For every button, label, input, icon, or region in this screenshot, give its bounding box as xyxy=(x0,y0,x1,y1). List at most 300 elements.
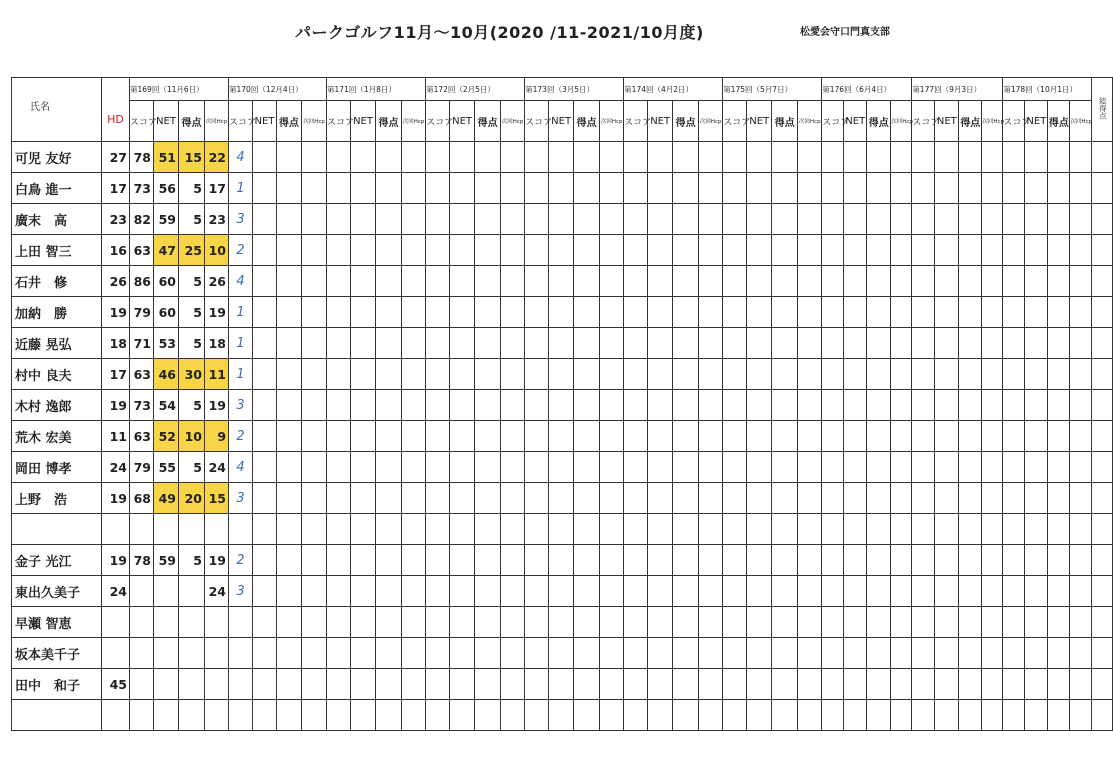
empty-cell xyxy=(648,421,673,452)
empty-cell xyxy=(402,142,426,173)
next-hcp-subheader: 次回Hcp xyxy=(402,101,426,142)
empty-cell xyxy=(747,638,772,669)
empty-cell xyxy=(549,452,574,483)
player-row xyxy=(12,235,1113,266)
empty-cell xyxy=(822,297,844,328)
player-handicap: 17 xyxy=(102,173,130,204)
empty-cell xyxy=(525,576,549,607)
empty-cell xyxy=(935,142,959,173)
round-header: 第175回（5月7日） xyxy=(723,78,822,101)
empty-cell xyxy=(1092,359,1113,390)
empty-cell xyxy=(648,576,673,607)
empty-cell xyxy=(426,142,450,173)
club-name: 松愛会守口門真支部 xyxy=(800,27,890,38)
net-subheader: NET xyxy=(747,101,772,142)
empty-cell xyxy=(822,607,844,638)
round169-points xyxy=(179,638,205,669)
round170-score xyxy=(229,700,253,731)
empty-cell xyxy=(525,514,549,545)
empty-cell xyxy=(450,297,475,328)
empty-cell xyxy=(600,669,624,700)
empty-cell xyxy=(982,700,1003,731)
round169-points: 5 xyxy=(179,390,205,421)
round169-next-hcp xyxy=(205,638,229,669)
player-handicap: 27 xyxy=(102,142,130,173)
empty-cell xyxy=(648,638,673,669)
empty-cell xyxy=(1048,266,1070,297)
net-subheader: NET xyxy=(844,101,867,142)
score-subheader: スコア xyxy=(822,101,844,142)
empty-cell xyxy=(253,452,277,483)
empty-cell xyxy=(1025,173,1048,204)
player-row xyxy=(12,669,1113,700)
empty-cell xyxy=(327,700,351,731)
empty-cell xyxy=(673,359,699,390)
empty-cell xyxy=(501,576,525,607)
empty-cell xyxy=(426,297,450,328)
empty-cell xyxy=(351,607,376,638)
empty-cell xyxy=(673,638,699,669)
empty-cell xyxy=(891,483,912,514)
empty-cell xyxy=(912,297,935,328)
round170-score: 3 xyxy=(229,390,253,421)
empty-cell xyxy=(867,328,891,359)
round170-score: 4 xyxy=(229,266,253,297)
empty-cell xyxy=(426,204,450,235)
empty-cell xyxy=(699,390,723,421)
round169-score: 68 xyxy=(130,483,154,514)
empty-cell xyxy=(747,700,772,731)
empty-cell xyxy=(673,607,699,638)
empty-cell xyxy=(624,266,648,297)
empty-cell xyxy=(277,700,302,731)
round170-score: 2 xyxy=(229,235,253,266)
empty-cell xyxy=(600,235,624,266)
empty-cell xyxy=(822,390,844,421)
empty-cell xyxy=(525,173,549,204)
player-handicap: 19 xyxy=(102,390,130,421)
empty-cell xyxy=(426,452,450,483)
empty-cell xyxy=(747,452,772,483)
empty-cell xyxy=(624,638,648,669)
empty-cell xyxy=(1003,266,1025,297)
player-name: 東出久美子 xyxy=(12,576,102,607)
empty-cell xyxy=(1048,483,1070,514)
empty-cell xyxy=(475,359,501,390)
empty-cell xyxy=(351,514,376,545)
empty-cell xyxy=(772,266,798,297)
empty-cell xyxy=(574,266,600,297)
empty-cell xyxy=(798,700,822,731)
points-subheader: 得点 xyxy=(574,101,600,142)
empty-cell xyxy=(959,359,982,390)
round169-net: 56 xyxy=(154,173,179,204)
empty-cell xyxy=(253,266,277,297)
empty-cell xyxy=(376,297,402,328)
empty-cell xyxy=(673,421,699,452)
points-subheader: 得点 xyxy=(376,101,402,142)
empty-cell xyxy=(475,700,501,731)
empty-cell xyxy=(844,483,867,514)
empty-cell xyxy=(600,607,624,638)
empty-cell xyxy=(1092,514,1113,545)
empty-cell xyxy=(1003,638,1025,669)
empty-cell xyxy=(673,452,699,483)
empty-cell xyxy=(574,607,600,638)
points-subheader: 得点 xyxy=(772,101,798,142)
empty-cell xyxy=(723,607,747,638)
empty-cell xyxy=(648,266,673,297)
round170-score: 3 xyxy=(229,204,253,235)
empty-cell xyxy=(699,545,723,576)
round169-net: 53 xyxy=(154,328,179,359)
empty-cell xyxy=(891,514,912,545)
empty-cell xyxy=(302,359,327,390)
empty-cell xyxy=(1070,700,1092,731)
empty-cell xyxy=(549,483,574,514)
player-handicap xyxy=(102,700,130,731)
round170-score xyxy=(229,669,253,700)
round169-net xyxy=(154,669,179,700)
empty-cell xyxy=(798,359,822,390)
round170-score: 3 xyxy=(229,576,253,607)
empty-cell xyxy=(772,142,798,173)
empty-cell xyxy=(253,204,277,235)
empty-cell xyxy=(376,669,402,700)
empty-cell xyxy=(426,638,450,669)
empty-cell xyxy=(1048,452,1070,483)
empty-cell xyxy=(699,514,723,545)
empty-cell xyxy=(253,390,277,421)
empty-cell xyxy=(891,359,912,390)
empty-cell xyxy=(501,390,525,421)
empty-cell xyxy=(798,235,822,266)
empty-cell xyxy=(844,266,867,297)
empty-cell xyxy=(891,452,912,483)
empty-cell xyxy=(1025,545,1048,576)
empty-cell xyxy=(772,235,798,266)
empty-cell xyxy=(501,638,525,669)
empty-cell xyxy=(574,204,600,235)
player-handicap: 19 xyxy=(102,297,130,328)
empty-cell xyxy=(327,359,351,390)
empty-cell xyxy=(549,235,574,266)
empty-cell xyxy=(699,328,723,359)
empty-cell xyxy=(525,700,549,731)
round-header: 第169回（11月6日） xyxy=(130,78,229,101)
round170-score: 1 xyxy=(229,297,253,328)
empty-cell xyxy=(302,514,327,545)
empty-cell xyxy=(1092,638,1113,669)
empty-cell xyxy=(574,421,600,452)
empty-cell xyxy=(1048,669,1070,700)
empty-cell xyxy=(450,359,475,390)
empty-cell xyxy=(501,297,525,328)
empty-cell xyxy=(891,638,912,669)
empty-cell xyxy=(1070,328,1092,359)
empty-cell xyxy=(844,607,867,638)
empty-cell xyxy=(253,421,277,452)
round169-score: 82 xyxy=(130,204,154,235)
empty-cell xyxy=(935,266,959,297)
empty-cell xyxy=(450,545,475,576)
player-handicap: 19 xyxy=(102,545,130,576)
empty-cell xyxy=(699,607,723,638)
empty-cell xyxy=(1025,576,1048,607)
empty-cell xyxy=(982,669,1003,700)
player-name xyxy=(12,514,102,545)
empty-cell xyxy=(600,204,624,235)
empty-cell xyxy=(501,607,525,638)
next-hcp-subheader: 次回Hcp xyxy=(205,101,229,142)
empty-cell xyxy=(600,700,624,731)
empty-cell xyxy=(525,328,549,359)
points-subheader: 得点 xyxy=(179,101,205,142)
round169-next-hcp xyxy=(205,700,229,731)
empty-cell xyxy=(699,638,723,669)
empty-cell xyxy=(1003,514,1025,545)
empty-cell xyxy=(426,576,450,607)
empty-cell xyxy=(450,576,475,607)
round169-points xyxy=(179,576,205,607)
empty-cell xyxy=(935,173,959,204)
empty-cell xyxy=(253,359,277,390)
empty-cell xyxy=(525,204,549,235)
empty-cell xyxy=(747,576,772,607)
empty-cell xyxy=(772,204,798,235)
empty-cell xyxy=(450,328,475,359)
empty-cell xyxy=(1025,142,1048,173)
empty-cell xyxy=(402,545,426,576)
empty-cell xyxy=(1048,700,1070,731)
player-row xyxy=(12,142,1113,173)
empty-cell xyxy=(798,297,822,328)
empty-cell xyxy=(959,514,982,545)
empty-cell xyxy=(351,359,376,390)
empty-cell xyxy=(351,669,376,700)
empty-cell xyxy=(844,545,867,576)
empty-cell xyxy=(747,173,772,204)
empty-cell xyxy=(1003,576,1025,607)
empty-cell xyxy=(1025,638,1048,669)
round169-net: 49 xyxy=(154,483,179,514)
empty-cell xyxy=(450,607,475,638)
empty-cell xyxy=(327,235,351,266)
empty-cell xyxy=(402,173,426,204)
empty-cell xyxy=(426,328,450,359)
player-row xyxy=(12,359,1113,390)
empty-cell xyxy=(1048,638,1070,669)
empty-cell xyxy=(648,607,673,638)
empty-cell xyxy=(772,452,798,483)
empty-cell xyxy=(935,390,959,421)
empty-cell xyxy=(699,142,723,173)
empty-cell xyxy=(277,297,302,328)
empty-cell xyxy=(699,452,723,483)
player-row xyxy=(12,700,1113,731)
empty-cell xyxy=(1070,235,1092,266)
player-name: 金子 光江 xyxy=(12,545,102,576)
empty-cell xyxy=(798,421,822,452)
empty-cell xyxy=(351,638,376,669)
empty-cell xyxy=(426,235,450,266)
round169-points: 5 xyxy=(179,297,205,328)
empty-cell xyxy=(935,297,959,328)
round169-score: 63 xyxy=(130,359,154,390)
player-row xyxy=(12,514,1113,545)
player-row xyxy=(12,545,1113,576)
empty-cell xyxy=(376,359,402,390)
empty-cell xyxy=(253,638,277,669)
round170-score xyxy=(229,607,253,638)
empty-cell xyxy=(475,328,501,359)
empty-cell xyxy=(574,638,600,669)
empty-cell xyxy=(475,204,501,235)
player-row xyxy=(12,297,1113,328)
round169-points: 30 xyxy=(179,359,205,390)
empty-cell xyxy=(277,266,302,297)
empty-cell xyxy=(624,514,648,545)
empty-cell xyxy=(891,607,912,638)
empty-cell xyxy=(402,359,426,390)
empty-cell xyxy=(844,421,867,452)
empty-cell xyxy=(891,173,912,204)
empty-cell xyxy=(351,204,376,235)
empty-cell xyxy=(935,452,959,483)
empty-cell xyxy=(1025,359,1048,390)
empty-cell xyxy=(501,483,525,514)
empty-cell xyxy=(1003,204,1025,235)
round169-score xyxy=(130,607,154,638)
empty-cell xyxy=(501,266,525,297)
empty-cell xyxy=(402,390,426,421)
empty-cell xyxy=(327,452,351,483)
empty-cell xyxy=(648,700,673,731)
empty-cell xyxy=(450,452,475,483)
empty-cell xyxy=(959,266,982,297)
empty-cell xyxy=(959,607,982,638)
empty-cell xyxy=(1003,142,1025,173)
empty-cell xyxy=(867,266,891,297)
empty-cell xyxy=(844,359,867,390)
points-subheader: 得点 xyxy=(673,101,699,142)
empty-cell xyxy=(867,235,891,266)
empty-cell xyxy=(574,452,600,483)
next-hcp-subheader: 次回Hcp xyxy=(501,101,525,142)
round-header: 第171回（1月8日） xyxy=(327,78,426,101)
empty-cell xyxy=(891,266,912,297)
empty-cell xyxy=(549,669,574,700)
empty-cell xyxy=(772,483,798,514)
empty-cell xyxy=(648,359,673,390)
round169-score: 73 xyxy=(130,173,154,204)
empty-cell xyxy=(600,390,624,421)
empty-cell xyxy=(351,545,376,576)
round169-points: 5 xyxy=(179,266,205,297)
empty-cell xyxy=(525,483,549,514)
empty-cell xyxy=(798,545,822,576)
player-name: 早瀬 智恵 xyxy=(12,607,102,638)
round169-points xyxy=(179,607,205,638)
empty-cell xyxy=(798,576,822,607)
empty-cell xyxy=(376,390,402,421)
empty-cell xyxy=(648,173,673,204)
empty-cell xyxy=(475,266,501,297)
empty-cell xyxy=(1003,173,1025,204)
empty-cell xyxy=(747,328,772,359)
empty-cell xyxy=(624,607,648,638)
empty-cell xyxy=(959,669,982,700)
empty-cell xyxy=(600,297,624,328)
empty-cell xyxy=(376,142,402,173)
player-handicap: 17 xyxy=(102,359,130,390)
empty-cell xyxy=(982,266,1003,297)
player-handicap: 45 xyxy=(102,669,130,700)
empty-cell xyxy=(959,483,982,514)
empty-cell xyxy=(351,421,376,452)
empty-cell xyxy=(1003,235,1025,266)
net-subheader: NET xyxy=(935,101,959,142)
round169-net: 46 xyxy=(154,359,179,390)
empty-cell xyxy=(723,669,747,700)
empty-cell xyxy=(1003,669,1025,700)
empty-cell xyxy=(798,452,822,483)
empty-cell xyxy=(867,173,891,204)
empty-cell xyxy=(450,235,475,266)
empty-cell xyxy=(1003,297,1025,328)
empty-cell xyxy=(1092,297,1113,328)
empty-cell xyxy=(277,390,302,421)
round170-score: 4 xyxy=(229,452,253,483)
empty-cell xyxy=(327,204,351,235)
empty-cell xyxy=(1092,700,1113,731)
round-header: 第174回（4月2日） xyxy=(624,78,723,101)
empty-cell xyxy=(549,638,574,669)
empty-cell xyxy=(959,638,982,669)
player-name: 可児 友好 xyxy=(12,142,102,173)
empty-cell xyxy=(624,297,648,328)
empty-cell xyxy=(277,452,302,483)
empty-cell xyxy=(376,204,402,235)
round169-score xyxy=(130,669,154,700)
empty-cell xyxy=(402,204,426,235)
round-header: 第173回（3月5日） xyxy=(525,78,624,101)
empty-cell xyxy=(1025,700,1048,731)
empty-cell xyxy=(376,545,402,576)
empty-cell xyxy=(1025,328,1048,359)
empty-cell xyxy=(1048,204,1070,235)
empty-cell xyxy=(798,173,822,204)
player-row xyxy=(12,638,1113,669)
empty-cell xyxy=(351,173,376,204)
empty-cell xyxy=(475,421,501,452)
empty-cell xyxy=(525,669,549,700)
empty-cell xyxy=(673,514,699,545)
empty-cell xyxy=(648,297,673,328)
empty-cell xyxy=(867,700,891,731)
round169-next-hcp: 19 xyxy=(205,390,229,421)
empty-cell xyxy=(574,297,600,328)
round170-score: 3 xyxy=(229,483,253,514)
empty-cell xyxy=(402,235,426,266)
empty-cell xyxy=(844,390,867,421)
empty-cell xyxy=(525,297,549,328)
empty-cell xyxy=(648,483,673,514)
empty-cell xyxy=(912,142,935,173)
empty-cell xyxy=(351,266,376,297)
total-points-label: 総得点 xyxy=(1098,96,1108,120)
empty-cell xyxy=(600,452,624,483)
